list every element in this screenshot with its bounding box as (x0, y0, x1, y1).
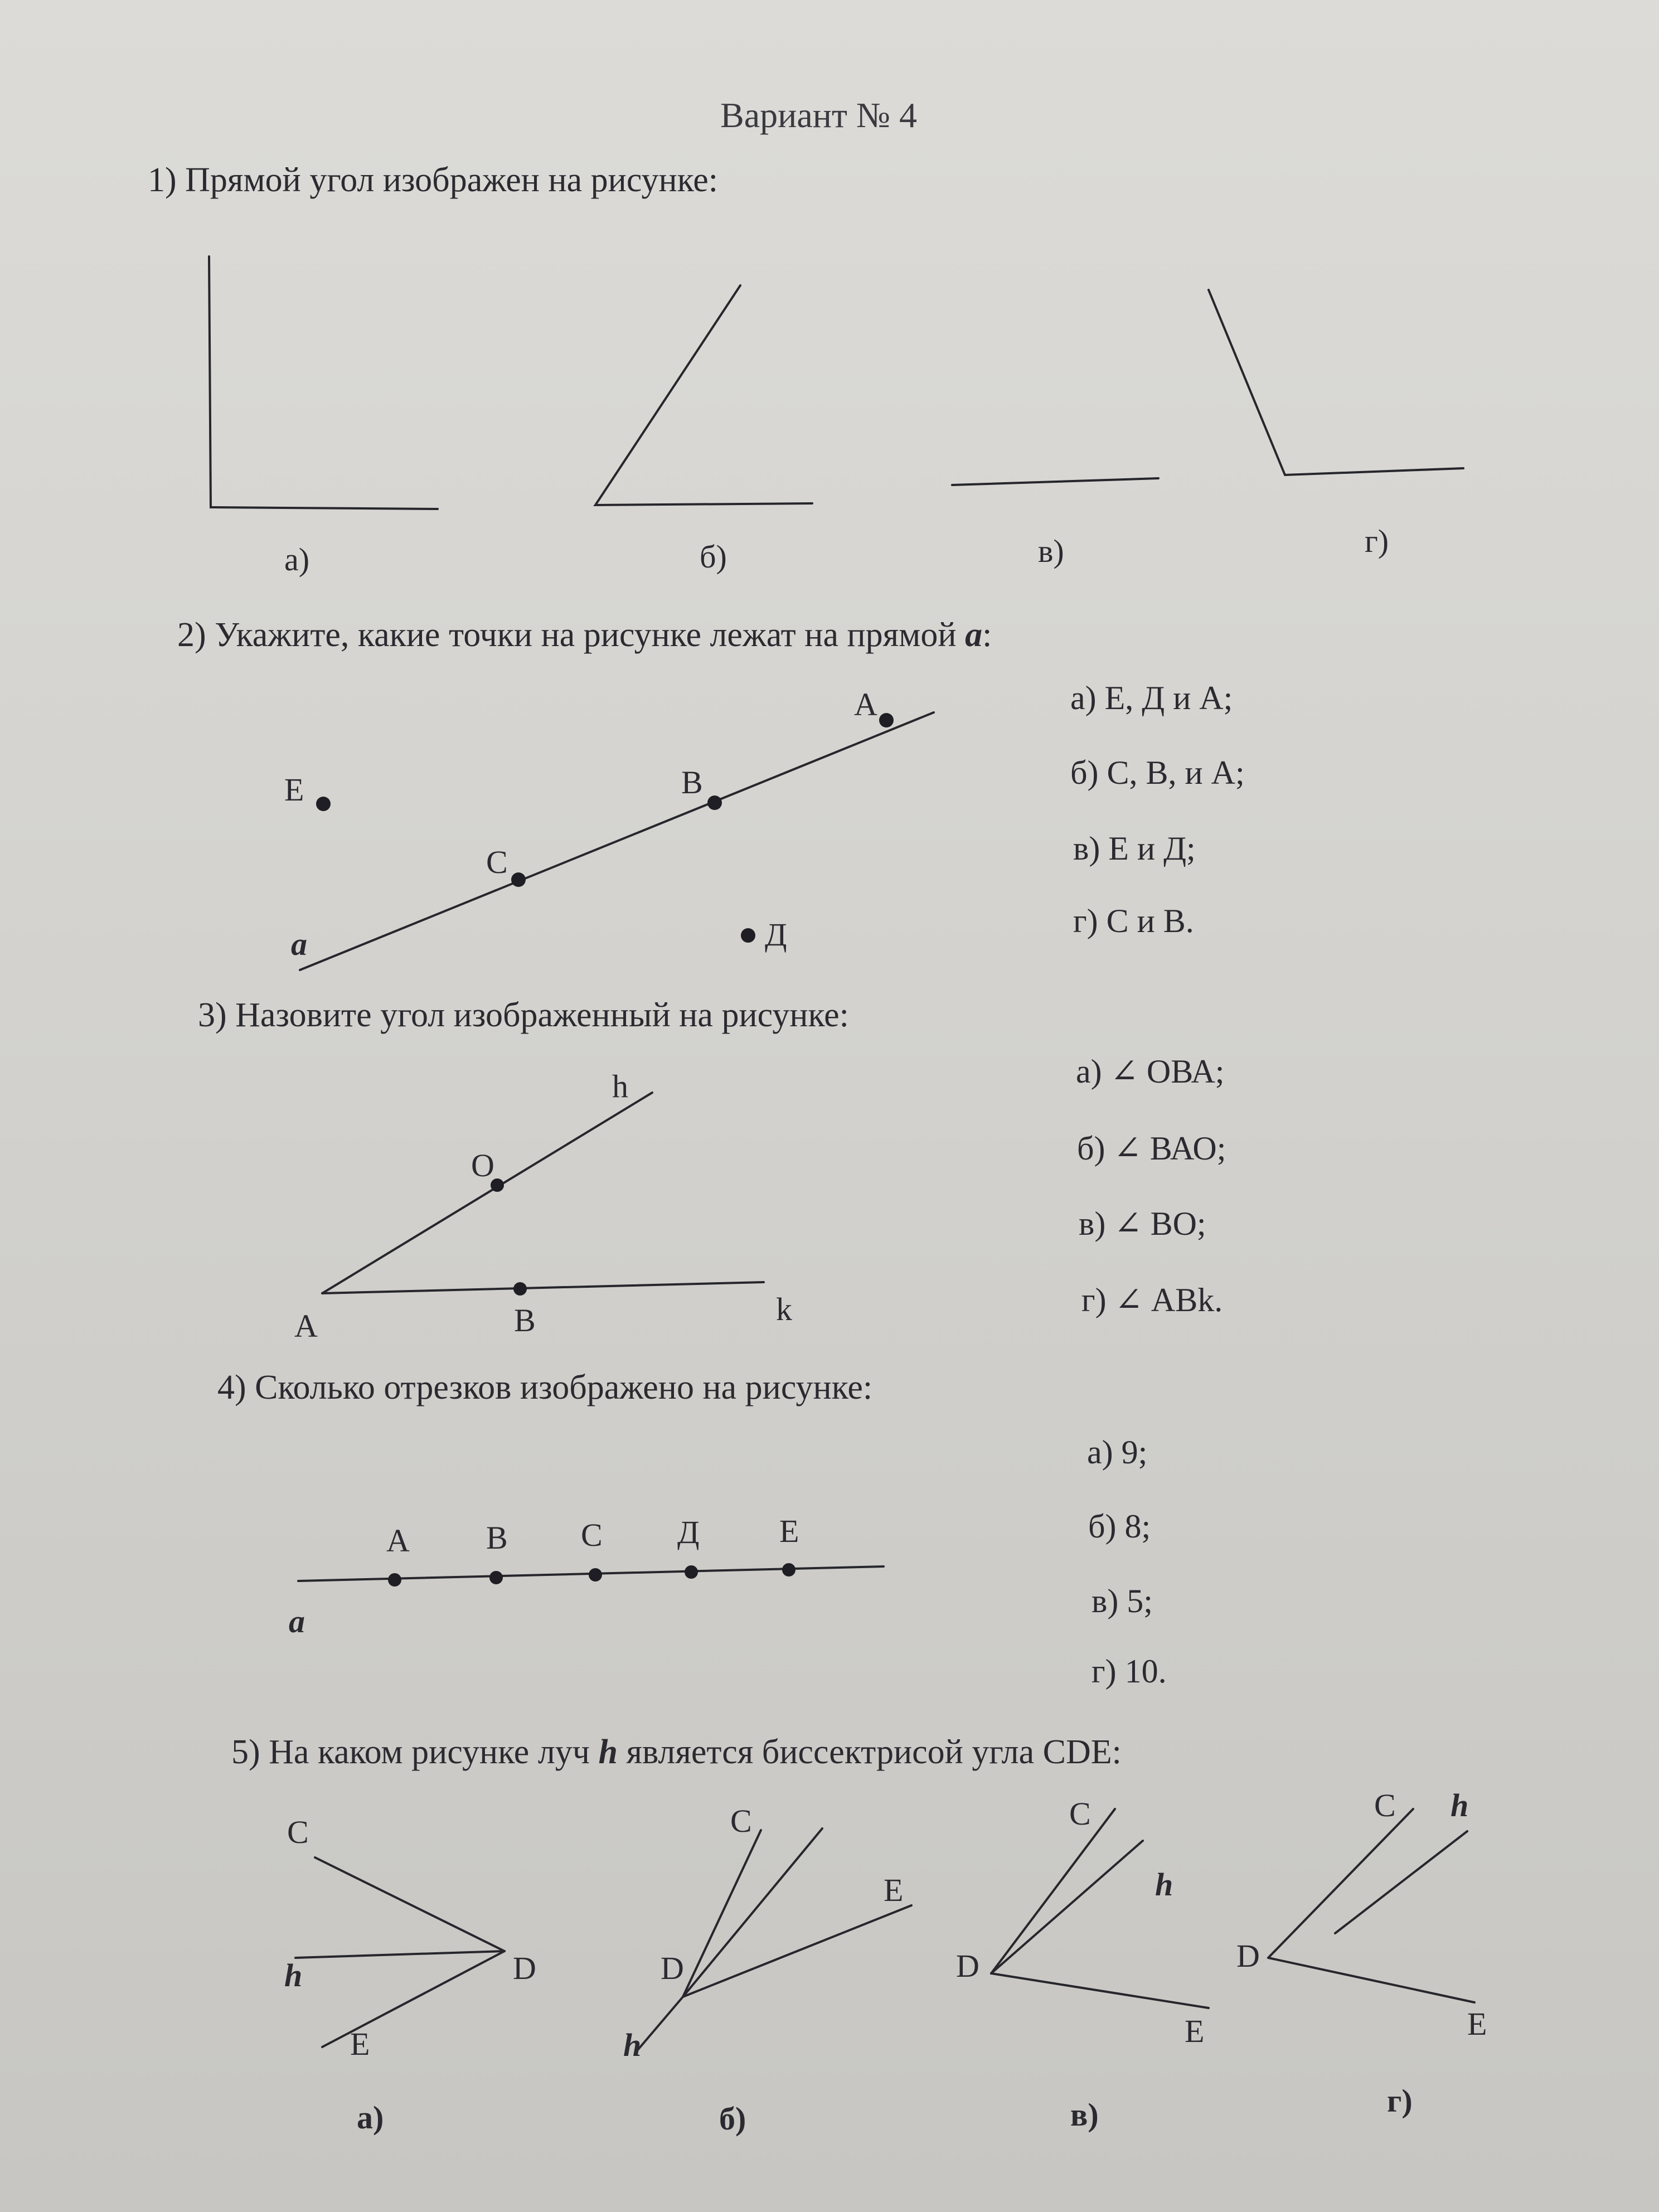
q2-point-d (741, 928, 755, 943)
q4-label-c: С (581, 1517, 603, 1553)
q2-text (177, 618, 992, 652)
q4-label-b: В (486, 1520, 508, 1556)
q5v-ray-de (991, 1973, 1209, 2008)
q5b-label-h: h (623, 2027, 642, 2063)
q5g-label-h: h (1451, 1787, 1469, 1823)
q2-label-e: Е (284, 772, 304, 808)
q1-label-a: а) (284, 541, 310, 578)
q5g-label-e: Е (1467, 2006, 1487, 2042)
q3-option-v: в) ∠ ВО; (1079, 1205, 1206, 1242)
q5g-fig-label: г) (1387, 2083, 1413, 2119)
q5v-label-h: h (1155, 1866, 1173, 1903)
q3-option-a: а) ∠ ОВА; (1076, 1053, 1225, 1090)
q1-angle-b (595, 285, 812, 505)
q5b-fig-label: б) (719, 2101, 746, 2137)
q5g-label-d: D (1236, 1938, 1260, 1974)
q2-text-before: 2) Укажите, какие точки на рисунке лежат на прямой (177, 616, 966, 654)
page-title: Вариант № 4 (720, 95, 918, 135)
q4-point-d (685, 1565, 698, 1579)
q1-label-g: г) (1365, 523, 1389, 559)
q5g-label-c: С (1374, 1787, 1396, 1823)
q5a-ray-h (295, 1951, 505, 1958)
q5v-label-c: С (1069, 1796, 1091, 1832)
q2-option-v: в) Е и Д; (1073, 830, 1196, 867)
q2-point-a (879, 713, 894, 727)
q4-option-b: б) 8; (1088, 1508, 1151, 1545)
q5v-fig-label: в) (1070, 2097, 1099, 2133)
q4-label-line-a: а (289, 1603, 305, 1639)
q3-option-g: г) ∠ АВk. (1081, 1282, 1223, 1318)
q5a-ray-dc (315, 1857, 505, 1951)
q3-label-b: В (514, 1302, 536, 1338)
q2-label-b: В (681, 764, 703, 801)
q3-text: 3) Назовите угол изображенный на рисунке: (198, 996, 849, 1034)
q4-label-a: А (386, 1522, 410, 1559)
q2-point-e (316, 797, 331, 811)
q4-label-e: Е (779, 1513, 799, 1549)
q3-ray-ah (322, 1093, 652, 1293)
q5g-ray-de (1268, 1958, 1474, 2002)
q4-point-a (388, 1573, 401, 1587)
q4-label-d: Д (677, 1514, 700, 1550)
q5-text-var: h (598, 1733, 618, 1771)
q2-option-g: г) С и В. (1073, 903, 1194, 939)
q1-angle-g (1209, 290, 1463, 475)
q4-point-b (489, 1571, 503, 1584)
q5v-label-d: D (956, 1948, 979, 1984)
q2-option-a: а) Е, Д и А; (1070, 680, 1233, 716)
q3-option-b: б) ∠ ВАО; (1077, 1130, 1226, 1167)
q2-label-line-a: а (291, 926, 307, 962)
q2-text-after: : (982, 616, 992, 654)
q4-point-c (589, 1568, 602, 1582)
q3-ray-ak (322, 1282, 764, 1293)
q2-point-c (511, 872, 526, 887)
q2-label-d: Д (765, 916, 787, 953)
q5-text-before: 5) На каком рисунке луч (231, 1733, 599, 1771)
q4-option-g: г) 10. (1092, 1653, 1167, 1690)
q3-label-h: h (612, 1068, 628, 1104)
q5-text-after: является биссектрисой угла СDЕ: (617, 1733, 1122, 1771)
q5g-ray-dc (1268, 1809, 1413, 1958)
q5b-ray-de (683, 1905, 911, 1997)
q5b-ray-dc (683, 1830, 761, 1997)
q2-label-c: С (486, 844, 508, 880)
q1-angle-a (209, 256, 438, 509)
q3-label-a: А (294, 1308, 318, 1344)
q1-label-b: б) (700, 539, 727, 575)
q2-label-a: А (854, 686, 877, 722)
q5b-ray-h (636, 1997, 683, 2053)
q5g-ray-h (1335, 1831, 1467, 1933)
q5v-label-e: Е (1185, 2013, 1205, 2049)
q1-label-v: в) (1038, 533, 1064, 569)
q3-point-b (513, 1282, 527, 1296)
q2-text-var: а (965, 616, 983, 654)
q2-line-a (300, 712, 934, 970)
q3-label-k: k (776, 1291, 792, 1327)
q5v-ray-h (991, 1841, 1143, 1973)
q5b-ray-h-up (683, 1828, 822, 1997)
q4-option-a: а) 9; (1087, 1434, 1148, 1471)
q4-option-v: в) 5; (1092, 1583, 1153, 1619)
q1-segment-v (952, 478, 1158, 485)
q2-option-b: б) С, В, и А; (1070, 754, 1245, 791)
q1-text: 1) Прямой угол изображен на рисунке: (148, 161, 719, 199)
q5a-label-h: h (284, 1957, 303, 1993)
q5-text (231, 1735, 1122, 1769)
q5a-label-e: Е (350, 2026, 370, 2062)
q5b-label-e: Е (884, 1872, 904, 1908)
q5v-ray-dc (991, 1809, 1115, 1973)
q5a-fig-label: а) (357, 2099, 384, 2136)
q3-label-o: О (471, 1147, 494, 1183)
q4-point-e (782, 1563, 795, 1576)
q5b-label-d: D (661, 1950, 684, 1986)
q5a-label-c: С (287, 1814, 309, 1850)
q4-text: 4) Сколько отрезков изображено на рисунке: (217, 1369, 873, 1406)
q5a-label-d: D (513, 1950, 536, 1986)
q2-point-b (707, 795, 722, 810)
q5b-label-c: С (730, 1803, 752, 1839)
